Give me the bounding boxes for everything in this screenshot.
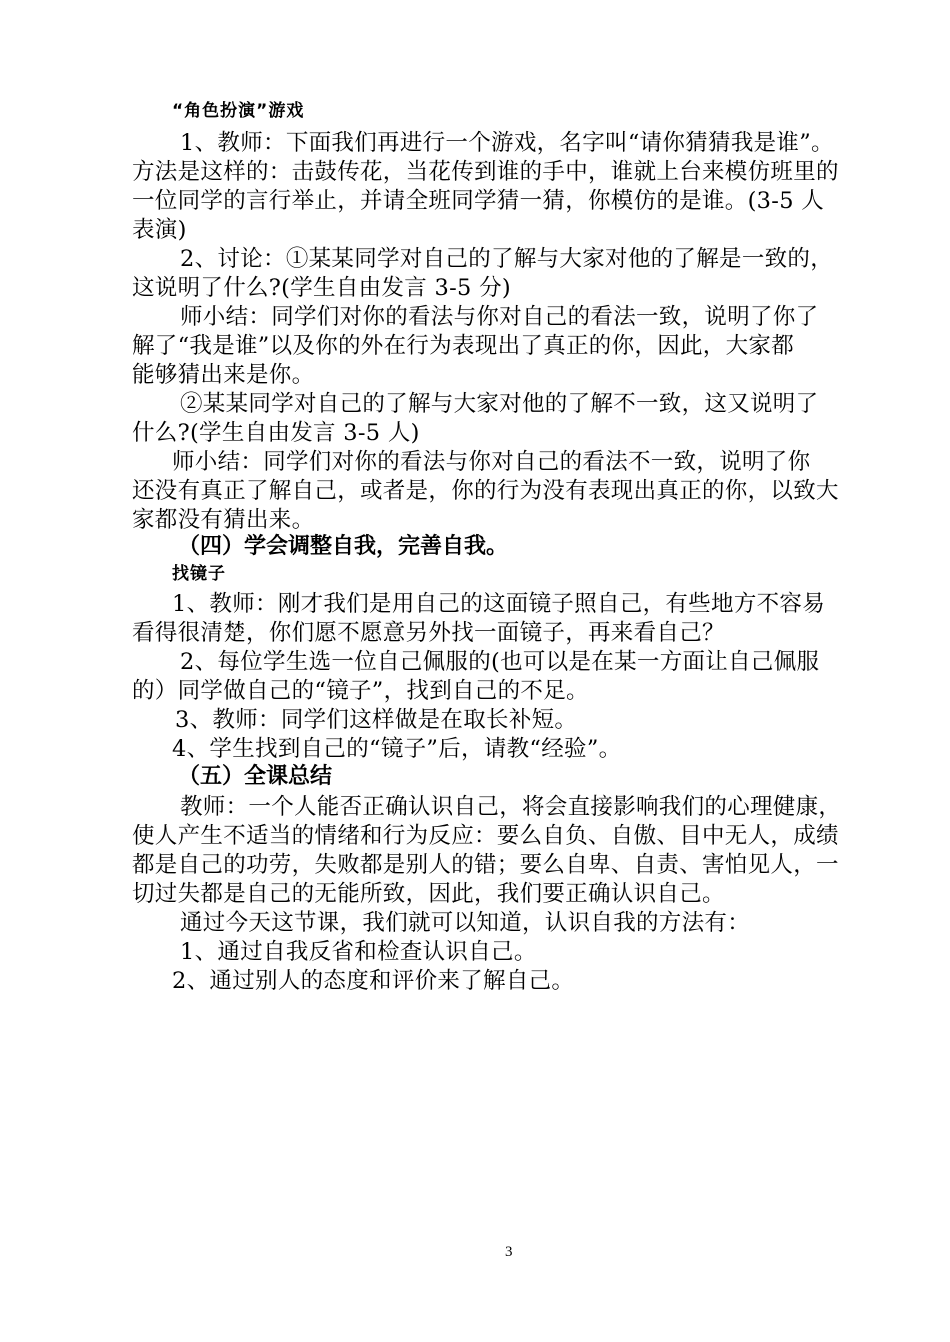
paragraph-line: 一位同学的言行举止，并请全班同学猜一猜，你模仿的是谁。(3-5 人	[132, 188, 825, 214]
paragraph-line: 1、教师：刚才我们是用自己的这面镜子照自己，有些地方不容易	[172, 591, 826, 617]
paragraph-line: 1、通过自我反省和检查认识自己。	[180, 939, 537, 965]
paragraph-line: 通过今天这节课，我们就可以知道，认识自我的方法有：	[180, 910, 751, 936]
paragraph-line: ②某某同学对自己的了解与大家对他的了解不一致，这又说明了	[180, 391, 819, 417]
paragraph-line: 2、讨论：①某某同学对自己的了解与大家对他的了解是一致的，	[180, 246, 834, 272]
paragraph-line: 表演)	[132, 217, 187, 243]
paragraph-line: 3、教师：同学们这样做是在取长补短。	[175, 707, 578, 733]
paragraph-line: 这说明了什么?(学生自由发言 3-5 分)	[132, 275, 511, 301]
paragraph-line: 还没有真正了解自己，或者是，你的行为没有表现出真正的你，以致大	[132, 478, 839, 504]
paragraph-line: 方法是这样的：击鼓传花，当花传到谁的手中，谁就上台来模仿班里的	[132, 159, 839, 185]
section-heading-5: （五）全课总结	[178, 764, 333, 789]
section-heading-4: （四）学会调整自我，完善自我。	[178, 534, 509, 559]
paragraph-line: 2、通过别人的态度和评价来了解自己。	[172, 968, 575, 994]
paragraph-line: 家都没有猜出来。	[132, 507, 315, 533]
paragraph-line: 的）同学做自己的“镜子”，找到自己的不足。	[132, 678, 589, 704]
paragraph-line: 什么?(学生自由发言 3-5 人)	[132, 420, 420, 446]
paragraph-line: 教师：一个人能否正确认识自己，将会直接影响我们的心理健康，	[180, 794, 842, 820]
paragraph-line: 解了“我是谁”以及你的外在行为表现出了真正的你，因此，大家都	[132, 333, 795, 359]
paragraph-line: 师小结：同学们对你的看法与你对自己的看法不一致，说明了你	[172, 449, 811, 475]
page-number: 3	[505, 1244, 513, 1260]
paragraph-line: 都是自己的功劳，失败都是别人的错；要么自卑、自责、害怕见人，一	[132, 852, 839, 878]
section-title-role-play: “角色扮演”游戏	[172, 101, 305, 121]
paragraph-line: 能够猜出来是你。	[132, 362, 315, 388]
paragraph-line: 切过失都是自己的无能所致，因此，我们要正确认识自己。	[132, 881, 725, 907]
paragraph-line: 4、学生找到自己的“镜子”后，请教“经验”。	[172, 736, 622, 762]
paragraph-line: 1、教师：下面我们再进行一个游戏，名字叫“请你猜猜我是谁”。	[180, 130, 834, 156]
paragraph-line: 2、每位学生选一位自己佩服的(也可以是在某一方面让自己佩服	[180, 649, 820, 675]
section-title-mirror: 找镜子	[172, 564, 226, 584]
paragraph-line: 师小结：同学们对你的看法与你对自己的看法一致，说明了你了	[180, 304, 819, 330]
paragraph-line: 使人产生不适当的情绪和行为反应：要么自负、自傲、目中无人，成绩	[132, 823, 839, 849]
paragraph-line: 看得很清楚，你们愿不愿意另外找一面镜子，再来看自己？	[132, 620, 725, 646]
